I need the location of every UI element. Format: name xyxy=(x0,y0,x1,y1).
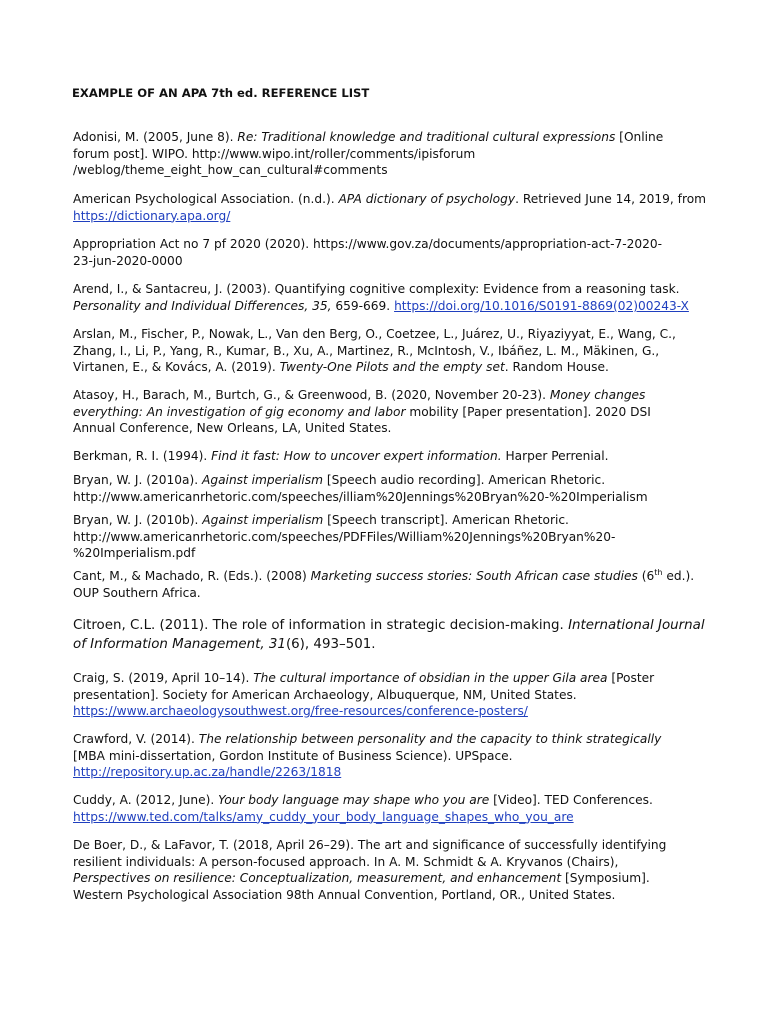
ref-line xyxy=(73,146,726,163)
ref-italic-title: APA dictionary of psychology xyxy=(338,192,516,206)
reference-arend xyxy=(73,281,726,314)
ref-line xyxy=(73,343,726,360)
ref-text: 23-jun-2020-0000 xyxy=(73,253,183,268)
reference-craig xyxy=(73,670,726,720)
reference-de-boer xyxy=(73,837,726,903)
ref-italic-title: Against imperialism xyxy=(202,473,324,487)
ref-text: Western Psychological Association 98th Annual Convention, Portland, OR., United States. xyxy=(73,887,616,902)
ref-line xyxy=(73,359,726,376)
reference-cant xyxy=(73,568,726,601)
reference-citroen xyxy=(73,617,726,654)
ref-italic-title: Twenty-One Pilots and the empty set xyxy=(279,360,505,375)
ref-line xyxy=(73,253,726,270)
reference-cuddy xyxy=(73,792,726,825)
ref-text: Adonisi, M. (2005, June 8). xyxy=(73,130,238,144)
ref-line xyxy=(73,208,726,225)
ref-link[interactable]: https://www.archaeologysouthwest.org/free-resources/conference-posters/ xyxy=(73,704,528,719)
ref-line xyxy=(73,748,726,765)
ref-line xyxy=(73,298,726,315)
ref-text: [Online xyxy=(615,130,664,144)
ref-line xyxy=(73,703,726,720)
ref-text: [MBA mini-dissertation, Gordon Institute of Business Science). UPSpace. xyxy=(73,748,513,763)
ref-line xyxy=(73,617,726,636)
ref-line xyxy=(73,792,726,809)
ref-superscript: th xyxy=(654,567,663,577)
reference-berkman xyxy=(73,448,726,465)
reference-appropriation-act xyxy=(73,236,726,269)
ref-text: Craig, S. (2019, April 10–14). xyxy=(73,671,254,685)
ref-line xyxy=(73,489,726,506)
ref-line xyxy=(73,472,726,489)
ref-italic-title: Money changes xyxy=(549,388,646,402)
ref-text: resilient individuals: A person-focused approach. In A. M. Schmidt & A. Kryvanos (Chairs), xyxy=(73,854,619,869)
ref-text: http://www.americanrhetoric.com/speeches/PDFFiles/William%20Jennings%20Bryan%20- xyxy=(73,529,616,544)
ref-line xyxy=(73,687,726,704)
ref-text: [Speech audio recording]. American Rhetoric. xyxy=(323,473,606,487)
ref-italic-title: Re: Traditional knowledge and traditional cultural expressions xyxy=(237,130,616,144)
ref-text: . Random House. xyxy=(504,360,609,375)
ref-text: Annual Conference, New Orleans, LA, United States. xyxy=(73,421,392,436)
ref-text: Arslan, M., Fischer, P., Nowak, L., Van den Berg, O., Coetzee, L., Juárez, U., Riyaziyyat, E., Wang, C., xyxy=(73,327,676,341)
ref-line xyxy=(73,129,726,146)
ref-text: presentation]. Society for American Archaeology, Albuquerque, NM, United States. xyxy=(73,687,577,702)
ref-text: Appropriation Act no 7 pf 2020 (2020). https://www.gov.za/documents/appropriation-act-7-2020- xyxy=(73,237,663,251)
ref-italic-title: Your body language may shape who you are xyxy=(218,793,490,807)
ref-text: 659-669. xyxy=(331,298,395,313)
ref-text: Harper Perrenial. xyxy=(501,449,609,463)
ref-line xyxy=(73,887,726,904)
ref-line xyxy=(73,420,726,437)
ref-italic-title: Against imperialism xyxy=(202,513,324,527)
ref-link[interactable]: http://repository.up.ac.za/handle/2263/1818 xyxy=(73,765,342,780)
ref-text: OUP Southern Africa. xyxy=(73,585,201,600)
ref-text: Crawford, V. (2014). xyxy=(73,732,199,746)
reference-arslan xyxy=(73,326,726,376)
reference-bryan-2010a xyxy=(73,472,726,505)
ref-text: %20Imperialism.pdf xyxy=(73,546,196,561)
reference-atasoy xyxy=(73,387,726,437)
ref-line xyxy=(73,529,726,546)
ref-link[interactable]: https://www.ted.com/talks/amy_cuddy_your_body_language_shapes_who_you_are xyxy=(73,809,574,824)
ref-text: Arend, I., & Santacreu, J. (2003). Quantifying cognitive complexity: Evidence from a reasoning task. xyxy=(73,282,680,296)
ref-text: Atasoy, H., Barach, M., Burtch, G., & Greenwood, B. (2020, November 20-23). xyxy=(73,388,550,402)
ref-line xyxy=(73,585,726,602)
ref-text: forum post]. WIPO. http://www.wipo.int/roller/comments/ipisforum xyxy=(73,146,476,161)
ref-line xyxy=(73,567,726,585)
ref-text: (6 xyxy=(637,569,655,583)
ref-line xyxy=(73,636,726,655)
ref-italic-title: The relationship between personality and the capacity to think strategically xyxy=(198,732,662,746)
reference-apa xyxy=(73,191,726,224)
ref-text: http://www.americanrhetoric.com/speeches/illiam%20Jennings%20Bryan%20-%20Imperialism xyxy=(73,489,648,504)
ref-italic-title: Marketing success stories: South African case studies xyxy=(310,569,638,583)
ref-link[interactable]: https://doi.org/10.1016/S0191-8869(02)00243-X xyxy=(394,298,689,313)
ref-italic-title: everything: An investigation of gig economy and labor xyxy=(73,404,406,419)
reference-crawford xyxy=(73,731,726,781)
ref-text: Bryan, W. J. (2010b). xyxy=(73,513,203,527)
ref-line xyxy=(73,191,726,208)
ref-line xyxy=(73,448,726,465)
ref-text: Berkman, R. I. (1994). xyxy=(73,449,212,463)
ref-italic-title: Perspectives on resilience: Conceptualization, measurement, and enhancement xyxy=(73,871,562,886)
ref-text: /weblog/theme_eight_how_can_cultural#comments xyxy=(73,163,388,178)
ref-italic-title: The cultural importance of obsidian in the upper Gila area xyxy=(253,671,608,685)
ref-line xyxy=(73,404,726,421)
ref-line xyxy=(73,236,726,253)
page-title: EXAMPLE OF AN APA 7th ed. REFERENCE LIST xyxy=(72,86,370,100)
ref-text: Citroen, C.L. (2011). The role of information in strategic decision-making. xyxy=(73,618,569,633)
ref-text: [Video]. TED Conferences. xyxy=(489,793,653,807)
ref-link[interactable]: https://dictionary.apa.org/ xyxy=(73,208,231,223)
ref-text: Zhang, I., Li, P., Yang, R., Kumar, B., Xu, A., Martinez, R., McIntosh, V., Ibáñez, L. M., Mäkinen, G., xyxy=(73,343,660,358)
ref-line xyxy=(73,809,726,826)
ref-text: (6), 493–501. xyxy=(285,636,376,652)
ref-line xyxy=(73,281,726,298)
ref-text: [Symposium]. xyxy=(561,871,650,886)
ref-line xyxy=(73,731,726,748)
ref-text: Cant, M., & Machado, R. (Eds.). (2008) xyxy=(73,569,311,583)
ref-italic-title: Find it fast: How to uncover expert information. xyxy=(211,449,502,463)
ref-text: Cuddy, A. (2012, June). xyxy=(73,793,219,807)
ref-text: . Retrieved June 14, 2019, from xyxy=(515,192,707,206)
reference-adonisi xyxy=(73,129,726,179)
reference-bryan-2010b xyxy=(73,512,726,562)
ref-text: ed.). xyxy=(662,569,695,583)
ref-text: Virtanen, E., & Kovács, A. (2019). xyxy=(73,360,280,375)
ref-line xyxy=(73,854,726,871)
ref-text: [Poster xyxy=(607,671,655,685)
ref-text: American Psychological Association. (n.d.). xyxy=(73,192,339,206)
ref-italic-title: International Journal xyxy=(568,618,705,633)
ref-text: Bryan, W. J. (2010a). xyxy=(73,473,203,487)
ref-line xyxy=(73,870,726,887)
ref-line xyxy=(73,670,726,687)
ref-line xyxy=(73,764,726,781)
ref-line xyxy=(73,837,726,854)
ref-text: De Boer, D., & LaFavor, T. (2018, April 26–29). The art and significance of successfully identifying xyxy=(73,838,667,852)
ref-line xyxy=(73,545,726,562)
ref-line xyxy=(73,326,726,343)
ref-italic-title: Personality and Individual Differences, 35, xyxy=(73,298,332,313)
ref-text: mobility [Paper presentation]. 2020 DSI xyxy=(405,404,651,419)
ref-italic-title: of Information Management, 31 xyxy=(73,636,286,652)
ref-line xyxy=(73,512,726,529)
ref-line xyxy=(73,162,726,179)
ref-line xyxy=(73,387,726,404)
ref-text: [Speech transcript]. American Rhetoric. xyxy=(323,513,569,527)
